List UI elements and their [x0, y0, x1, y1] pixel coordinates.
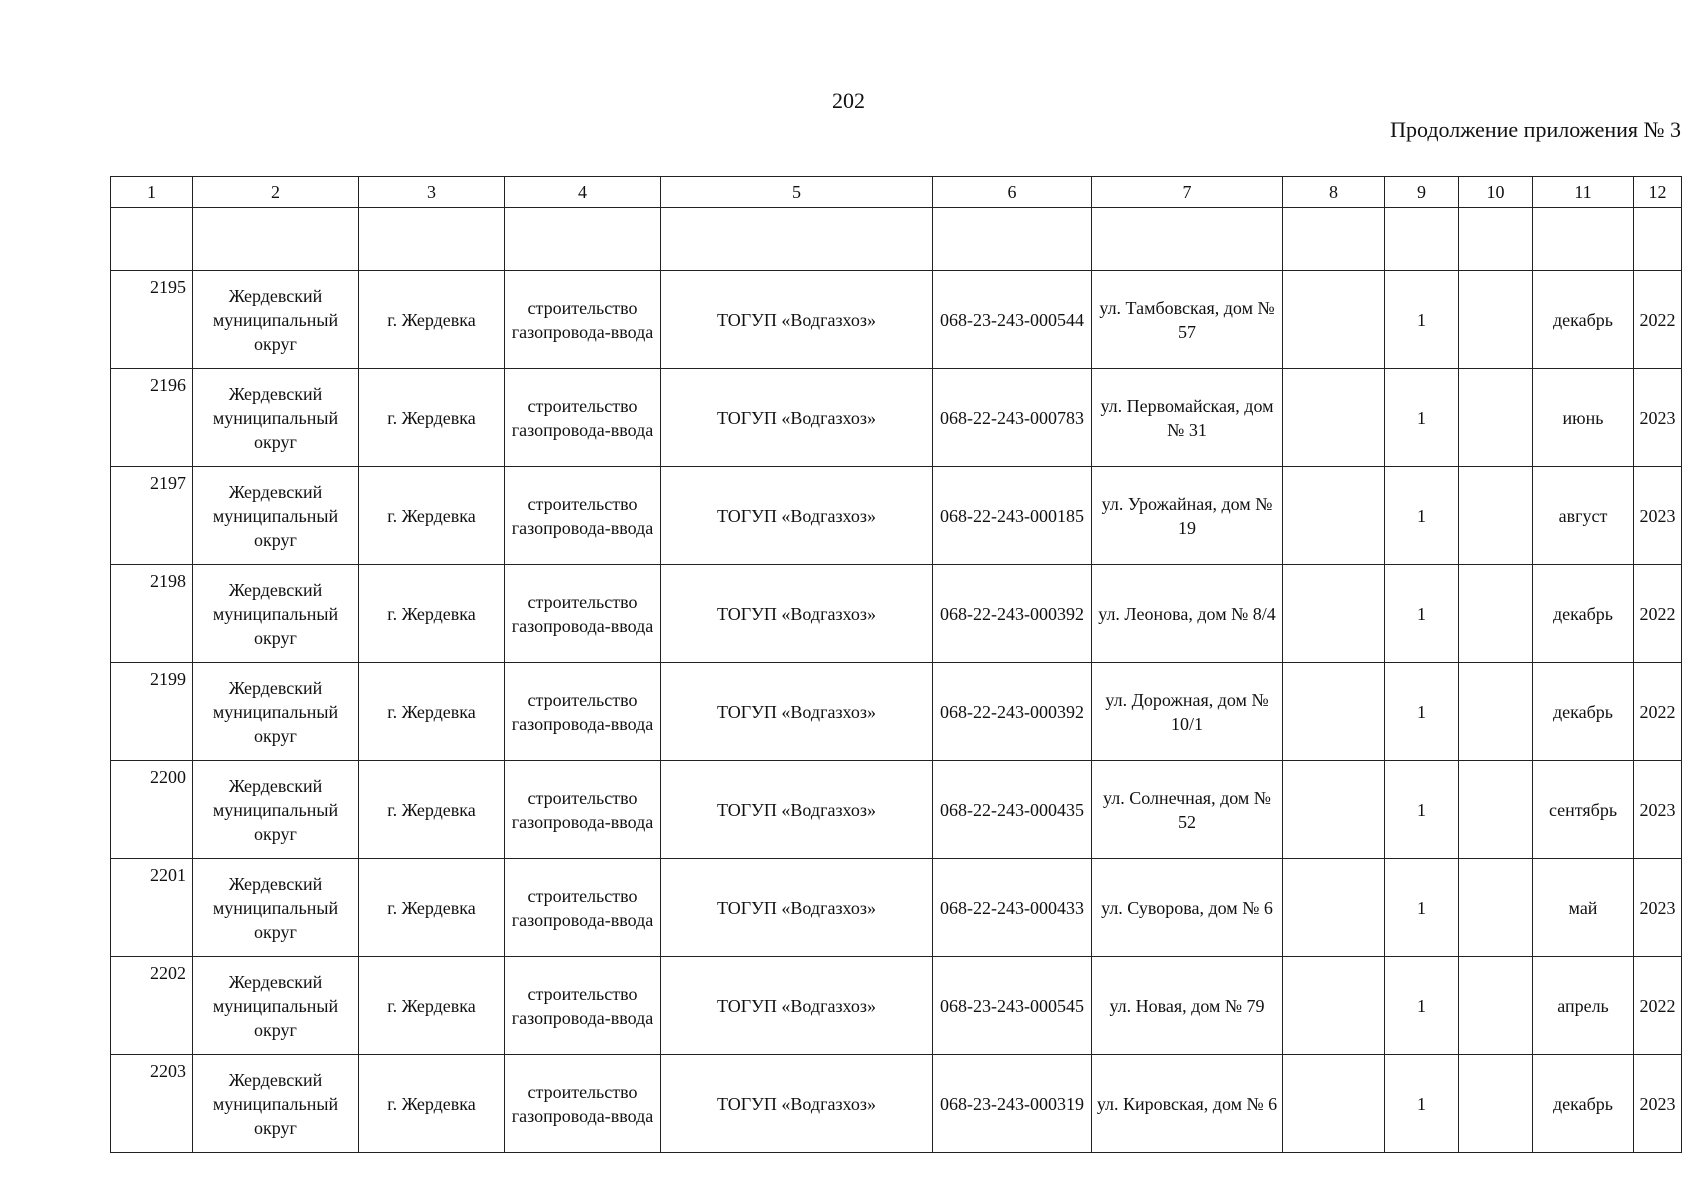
empty-cell	[359, 208, 505, 271]
application-code-cell: 068-22-243-000185	[933, 467, 1092, 565]
empty-cell	[661, 208, 933, 271]
column-8-cell	[1283, 369, 1385, 467]
district-cell: Жердевский муниципальный округ	[193, 957, 359, 1055]
year-cell: 2023	[1634, 859, 1682, 957]
column-10-cell	[1459, 369, 1533, 467]
organization-cell: ТОГУП «Водгазхоз»	[661, 369, 933, 467]
month-cell: май	[1533, 859, 1634, 957]
column-number: 10	[1459, 177, 1533, 208]
application-code-cell: 068-22-243-000433	[933, 859, 1092, 957]
locality-cell: г. Жердевка	[359, 761, 505, 859]
appendix-continuation-note: Продолжение приложения № 3	[1390, 117, 1681, 142]
quantity-cell: 1	[1385, 565, 1459, 663]
locality-cell: г. Жердевка	[359, 565, 505, 663]
month-cell: июнь	[1533, 369, 1634, 467]
district-cell: Жердевский муниципальный округ	[193, 761, 359, 859]
locality-cell: г. Жердевка	[359, 663, 505, 761]
table-row	[111, 859, 1682, 957]
quantity-cell: 1	[1385, 271, 1459, 369]
work-type-cell: строительство газопровода-ввода	[505, 565, 661, 663]
address-cell: ул. Суворова, дом № 6	[1092, 859, 1283, 957]
application-code-cell: 068-22-243-000783	[933, 369, 1092, 467]
organization-cell: ТОГУП «Водгазхоз»	[661, 467, 933, 565]
district-cell: Жердевский муниципальный округ	[193, 1055, 359, 1153]
district-cell: Жердевский муниципальный округ	[193, 467, 359, 565]
address-cell: ул. Урожайная, дом № 19	[1092, 467, 1283, 565]
organization-cell: ТОГУП «Водгазхоз»	[661, 663, 933, 761]
empty-cell	[1092, 208, 1283, 271]
row-number: 2203	[111, 1055, 193, 1153]
column-8-cell	[1283, 761, 1385, 859]
month-cell: апрель	[1533, 957, 1634, 1055]
table-row	[111, 369, 1682, 467]
column-8-cell	[1283, 467, 1385, 565]
table-row	[111, 467, 1682, 565]
row-number: 2202	[111, 957, 193, 1055]
column-number: 9	[1385, 177, 1459, 208]
empty-cell	[111, 208, 193, 271]
column-10-cell	[1459, 957, 1533, 1055]
quantity-cell: 1	[1385, 1055, 1459, 1153]
column-10-cell	[1459, 271, 1533, 369]
column-number: 12	[1634, 177, 1682, 208]
month-cell: сентябрь	[1533, 761, 1634, 859]
organization-cell: ТОГУП «Водгазхоз»	[661, 859, 933, 957]
empty-cell	[505, 208, 661, 271]
month-cell: декабрь	[1533, 663, 1634, 761]
column-8-cell	[1283, 663, 1385, 761]
year-cell: 2023	[1634, 761, 1682, 859]
district-cell: Жердевский муниципальный округ	[193, 663, 359, 761]
organization-cell: ТОГУП «Водгазхоз»	[661, 565, 933, 663]
column-number: 4	[505, 177, 661, 208]
column-10-cell	[1459, 663, 1533, 761]
column-10-cell	[1459, 1055, 1533, 1153]
locality-cell: г. Жердевка	[359, 467, 505, 565]
column-number: 2	[193, 177, 359, 208]
month-cell: декабрь	[1533, 271, 1634, 369]
locality-cell: г. Жердевка	[359, 957, 505, 1055]
application-code-cell: 068-22-243-000392	[933, 663, 1092, 761]
column-8-cell	[1283, 565, 1385, 663]
application-code-cell: 068-22-243-000392	[933, 565, 1092, 663]
table-row	[111, 957, 1682, 1055]
column-10-cell	[1459, 761, 1533, 859]
address-cell: ул. Новая, дом № 79	[1092, 957, 1283, 1055]
column-number: 7	[1092, 177, 1283, 208]
organization-cell: ТОГУП «Водгазхоз»	[661, 1055, 933, 1153]
column-8-cell	[1283, 859, 1385, 957]
year-cell: 2023	[1634, 467, 1682, 565]
address-cell: ул. Дорожная, дом № 10/1	[1092, 663, 1283, 761]
row-number: 2201	[111, 859, 193, 957]
empty-cell	[193, 208, 359, 271]
locality-cell: г. Жердевка	[359, 1055, 505, 1153]
column-8-cell	[1283, 1055, 1385, 1153]
year-cell: 2022	[1634, 565, 1682, 663]
column-8-cell	[1283, 957, 1385, 1055]
table-row	[111, 1055, 1682, 1153]
address-cell: ул. Леонова, дом № 8/4	[1092, 565, 1283, 663]
column-number: 5	[661, 177, 933, 208]
application-code-cell: 068-22-243-000435	[933, 761, 1092, 859]
work-type-cell: строительство газопровода-ввода	[505, 957, 661, 1055]
organization-cell: ТОГУП «Водгазхоз»	[661, 957, 933, 1055]
month-cell: декабрь	[1533, 1055, 1634, 1153]
blank-row	[111, 208, 1682, 271]
empty-cell	[1459, 208, 1533, 271]
column-number-row	[111, 177, 1682, 208]
row-number: 2200	[111, 761, 193, 859]
row-number: 2199	[111, 663, 193, 761]
district-cell: Жердевский муниципальный округ	[193, 369, 359, 467]
empty-cell	[1533, 208, 1634, 271]
year-cell: 2023	[1634, 1055, 1682, 1153]
work-type-cell: строительство газопровода-ввода	[505, 761, 661, 859]
month-cell: август	[1533, 467, 1634, 565]
address-cell: ул. Тамбовская, дом № 57	[1092, 271, 1283, 369]
row-number: 2198	[111, 565, 193, 663]
district-cell: Жердевский муниципальный округ	[193, 271, 359, 369]
organization-cell: ТОГУП «Водгазхоз»	[661, 271, 933, 369]
table-row	[111, 663, 1682, 761]
work-type-cell: строительство газопровода-ввода	[505, 663, 661, 761]
district-cell: Жердевский муниципальный округ	[193, 565, 359, 663]
application-code-cell: 068-23-243-000545	[933, 957, 1092, 1055]
column-number: 1	[111, 177, 193, 208]
year-cell: 2022	[1634, 957, 1682, 1055]
table-row	[111, 761, 1682, 859]
work-type-cell: строительство газопровода-ввода	[505, 467, 661, 565]
work-type-cell: строительство газопровода-ввода	[505, 271, 661, 369]
quantity-cell: 1	[1385, 957, 1459, 1055]
register-table	[110, 176, 1682, 1153]
column-number: 3	[359, 177, 505, 208]
column-10-cell	[1459, 859, 1533, 957]
table-row	[111, 271, 1682, 369]
year-cell: 2023	[1634, 369, 1682, 467]
address-cell: ул. Кировская, дом № 6	[1092, 1055, 1283, 1153]
row-number: 2197	[111, 467, 193, 565]
locality-cell: г. Жердевка	[359, 271, 505, 369]
row-number: 2195	[111, 271, 193, 369]
work-type-cell: строительство газопровода-ввода	[505, 369, 661, 467]
column-number: 8	[1283, 177, 1385, 208]
locality-cell: г. Жердевка	[359, 369, 505, 467]
address-cell: ул. Солнечная, дом № 52	[1092, 761, 1283, 859]
table-row	[111, 565, 1682, 663]
quantity-cell: 1	[1385, 761, 1459, 859]
empty-cell	[1283, 208, 1385, 271]
empty-cell	[1634, 208, 1682, 271]
quantity-cell: 1	[1385, 467, 1459, 565]
month-cell: декабрь	[1533, 565, 1634, 663]
quantity-cell: 1	[1385, 369, 1459, 467]
column-10-cell	[1459, 565, 1533, 663]
year-cell: 2022	[1634, 663, 1682, 761]
locality-cell: г. Жердевка	[359, 859, 505, 957]
quantity-cell: 1	[1385, 859, 1459, 957]
organization-cell: ТОГУП «Водгазхоз»	[661, 761, 933, 859]
empty-cell	[1385, 208, 1459, 271]
district-cell: Жердевский муниципальный округ	[193, 859, 359, 957]
column-8-cell	[1283, 271, 1385, 369]
column-10-cell	[1459, 467, 1533, 565]
quantity-cell: 1	[1385, 663, 1459, 761]
address-cell: ул. Первомайская, дом № 31	[1092, 369, 1283, 467]
page-number: 202	[832, 88, 865, 113]
application-code-cell: 068-23-243-000319	[933, 1055, 1092, 1153]
register-table-body	[111, 177, 1682, 1153]
column-number: 6	[933, 177, 1092, 208]
row-number: 2196	[111, 369, 193, 467]
year-cell: 2022	[1634, 271, 1682, 369]
column-number: 11	[1533, 177, 1634, 208]
empty-cell	[933, 208, 1092, 271]
work-type-cell: строительство газопровода-ввода	[505, 859, 661, 957]
application-code-cell: 068-23-243-000544	[933, 271, 1092, 369]
work-type-cell: строительство газопровода-ввода	[505, 1055, 661, 1153]
